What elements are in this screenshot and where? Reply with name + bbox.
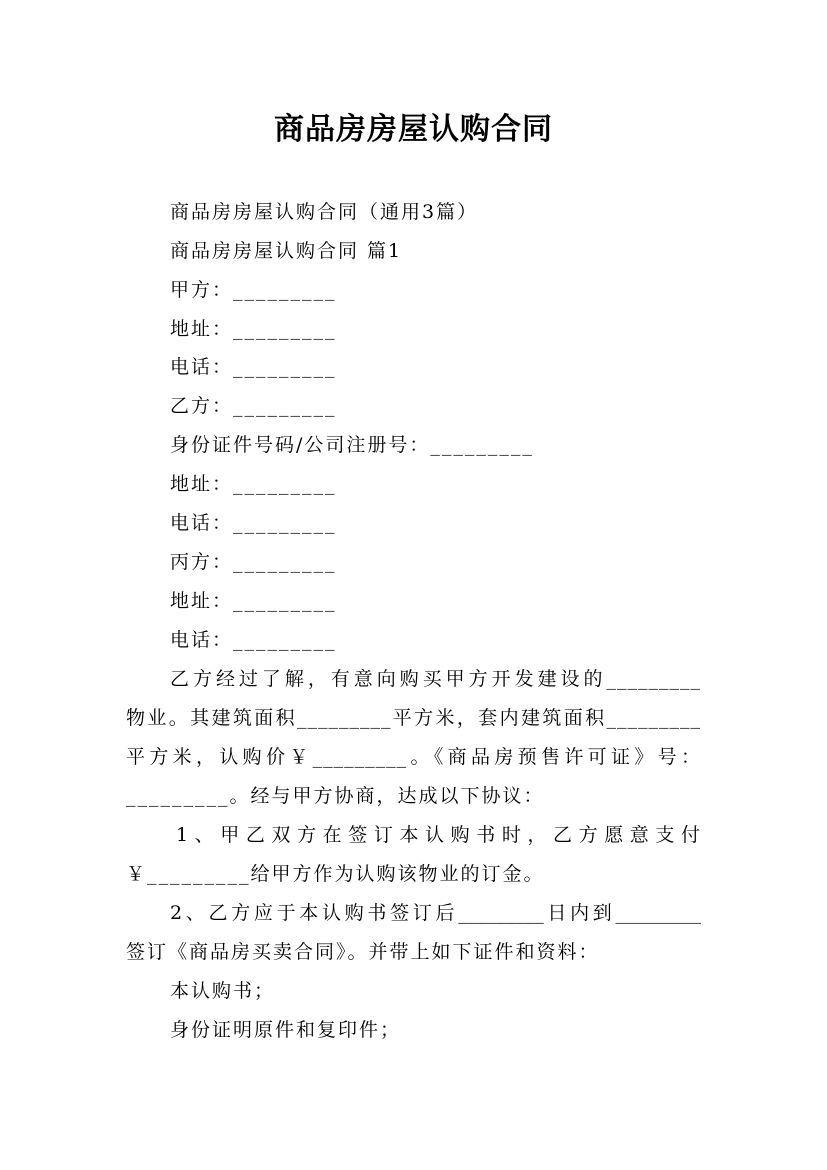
party-c-phone-line: 电话：_________ <box>170 629 337 651</box>
party-c-address-line: 地址：_________ <box>170 590 337 612</box>
paragraph-line: 乙方经过了解，有意向购买甲方开发建设的_________ <box>170 668 701 690</box>
section-heading: 商品房房屋认购合同 篇1 <box>170 240 403 262</box>
subtitle-line: 商品房房屋认购合同（通用3篇） <box>170 201 479 223</box>
paragraph-line: 物业。其建筑面积_________平方米，套内建筑面积_________ <box>126 707 701 729</box>
list-item: 身份证明原件和复印件； <box>170 1019 402 1041</box>
document-title: 商品房房屋认购合同 <box>274 112 553 147</box>
party-b-line: 乙方：_________ <box>170 395 337 417</box>
paragraph-line: 平方米，认购价￥_________。《商品房预售许可证》号： <box>126 746 701 768</box>
paragraph-line: _________。经与甲方协商，达成以下协议： <box>126 785 545 807</box>
party-a-phone-line: 电话：_________ <box>170 356 337 378</box>
party-a-line: 甲方：_________ <box>170 279 337 301</box>
party-b-id-line: 身份证件号码/公司注册号：_________ <box>170 434 534 456</box>
clause-1-line: 1、甲乙双方在签订本认购书时，乙方愿意支付 <box>176 824 701 846</box>
clause-1-line: ￥_________给甲方作为认购该物业的订金。 <box>126 863 545 885</box>
party-b-phone-line: 电话：_________ <box>170 512 337 534</box>
clause-2-line: 2、乙方应于本认购书签订后_________日内到_________ <box>170 902 701 924</box>
clause-2-line: 签订《商品房买卖合同》。并带上如下证件和资料： <box>126 941 600 963</box>
party-a-address-line: 地址：_________ <box>170 318 337 340</box>
party-c-line: 丙方：_________ <box>170 551 337 573</box>
list-item: 本认购书； <box>170 980 276 1002</box>
party-b-address-line: 地址：_________ <box>170 473 337 495</box>
